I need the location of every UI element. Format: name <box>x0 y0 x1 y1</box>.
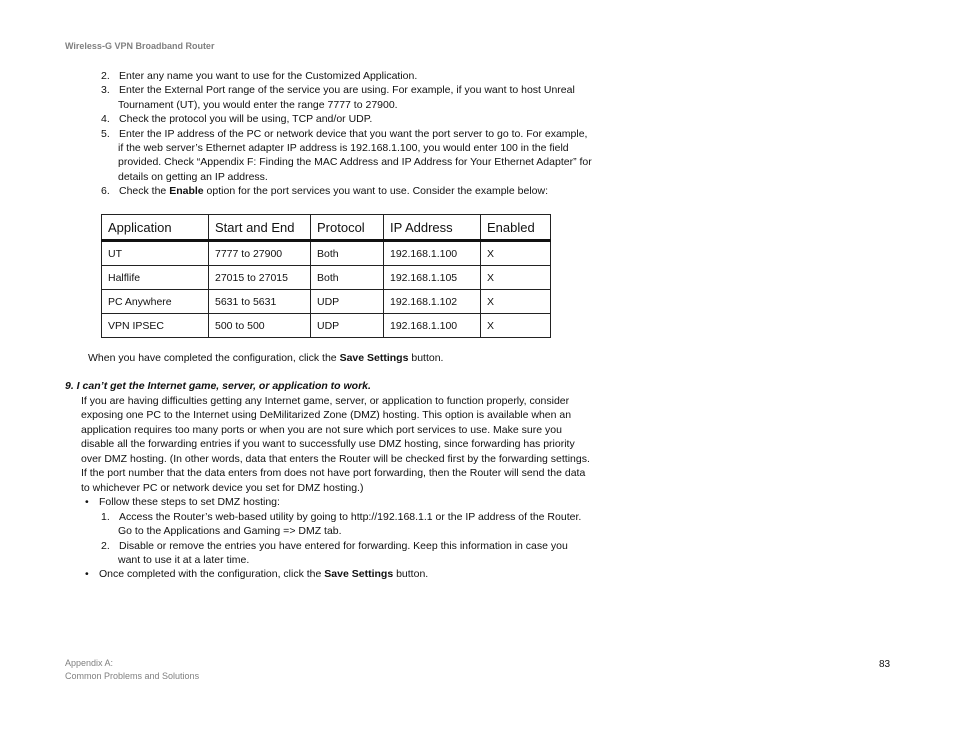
step-number: 2. <box>101 70 110 82</box>
step-text: want to use it at a later time. <box>118 554 250 566</box>
footer-line: Appendix A: <box>65 658 114 668</box>
column-header: Protocol <box>311 215 384 241</box>
save-settings-term: Save Settings <box>339 352 409 364</box>
table-row <box>102 266 551 290</box>
table-cell: 27015 to 27015 <box>209 266 311 290</box>
paragraph-line: exposing one PC to the Internet using DeMilitarized Zone (DMZ) hosting. This option is available when an <box>81 409 572 421</box>
step-text: details on getting an IP address. <box>118 171 268 183</box>
table-cell: UDP <box>311 314 384 338</box>
paragraph-line: application requires too many ports or when you are not sure which port services to use. Make sure you <box>81 424 562 436</box>
column-header: Enabled <box>481 215 551 241</box>
step-text: Enter the External Port range of the service you are using. For example, if you want to host Unreal <box>119 84 575 96</box>
step-number: 4. <box>101 113 110 125</box>
table-cell: UDP <box>311 290 384 314</box>
step-text: provided. Check “Appendix F: Finding the MAC Address and IP Address for Your Ethernet Adapter” for <box>118 156 592 168</box>
table-row <box>102 241 551 266</box>
step-text: Access the Router’s web-based utility by going to http://192.168.1.1 or the IP address of the Router. <box>119 511 582 523</box>
table-cell: X <box>481 314 551 338</box>
bullet-dot: • <box>85 496 89 508</box>
table-cell: 192.168.1.102 <box>384 290 481 314</box>
table-cell: PC Anywhere <box>102 290 209 314</box>
paragraph-line: If the port number that the data enters from does not have port forwarding, then the Router will send the data <box>81 467 586 479</box>
step-number: 6. <box>101 185 110 197</box>
step-text: Go to the Applications and Gaming => DMZ tab. <box>118 525 342 537</box>
step-text: Check the protocol you will be using, TCP and/or UDP. <box>119 113 373 125</box>
step-text: Enter the IP address of the PC or network device that you want the port server to go to. For example, <box>119 128 588 140</box>
save-settings-term: Save Settings <box>324 568 394 580</box>
table-cell: 192.168.1.105 <box>384 266 481 290</box>
table-cell: Both <box>311 266 384 290</box>
table-cell: X <box>481 290 551 314</box>
step-number: 3. <box>101 84 110 96</box>
column-header: IP Address <box>384 215 481 241</box>
table-cell: 192.168.1.100 <box>384 314 481 338</box>
step-number: 1. <box>101 511 110 523</box>
table-cell: 7777 to 27900 <box>209 241 311 266</box>
table-cell: 500 to 500 <box>209 314 311 338</box>
paragraph-line: to whichever PC or network device you set for DMZ hosting.) <box>81 482 364 494</box>
step-number: 2. <box>101 540 110 552</box>
column-header: Start and End <box>209 215 311 241</box>
table-cell: UT <box>102 241 209 266</box>
step-text: Disable or remove the entries you have entered for forwarding. Keep this information in case you <box>119 540 568 552</box>
table-row <box>102 314 551 338</box>
completed-note: When you have completed the configuration, click the Save Settings button. <box>88 352 444 364</box>
bullet-text: Once completed with the configuration, click the Save Settings button. <box>99 568 429 580</box>
table-cell: 192.168.1.100 <box>384 241 481 266</box>
page-number: 83 <box>879 659 891 670</box>
table-cell: X <box>481 241 551 266</box>
paragraph-line: If you are having difficulties getting any Internet game, server, or application to function properly, consider <box>81 395 570 407</box>
table-header-row <box>102 215 551 241</box>
paragraph-line: disable all the forwarding entries if you want to successfully use DMZ hosting, since forwarding has priority <box>81 438 575 450</box>
table-cell: X <box>481 266 551 290</box>
port-services-table <box>101 214 551 338</box>
table-cell: VPN IPSEC <box>102 314 209 338</box>
step-number: 5. <box>101 128 110 140</box>
question-heading: 9. I can’t get the Internet game, server, or application to work. <box>65 380 371 392</box>
table-cell: 5631 to 5631 <box>209 290 311 314</box>
step-text: Enter any name you want to use for the Customized Application. <box>119 70 418 82</box>
running-header: Wireless-G VPN Broadband Router <box>65 41 215 51</box>
footer-section <box>65 657 199 682</box>
table-cell: Halflife <box>102 266 209 290</box>
bullet-dot: • <box>85 568 89 580</box>
table-row <box>102 290 551 314</box>
step-text: if the web server’s Ethernet adapter IP address is 192.168.1.100, you would enter 100 in the field <box>118 142 569 154</box>
step-text: Check the Enable option for the port services you want to use. Consider the example below: <box>119 185 548 197</box>
bullet-text: Follow these steps to set DMZ hosting: <box>99 496 280 508</box>
enable-term: Enable <box>169 185 204 197</box>
step-text: Tournament (UT), you would enter the range 7777 to 27900. <box>118 99 398 111</box>
column-header: Application <box>102 215 209 241</box>
table-cell: Both <box>311 241 384 266</box>
paragraph-line: over DMZ hosting. (In other words, data that enters the Router will be checked first by the forwarding settings. <box>81 453 590 465</box>
footer-line: Common Problems and Solutions <box>65 670 200 681</box>
